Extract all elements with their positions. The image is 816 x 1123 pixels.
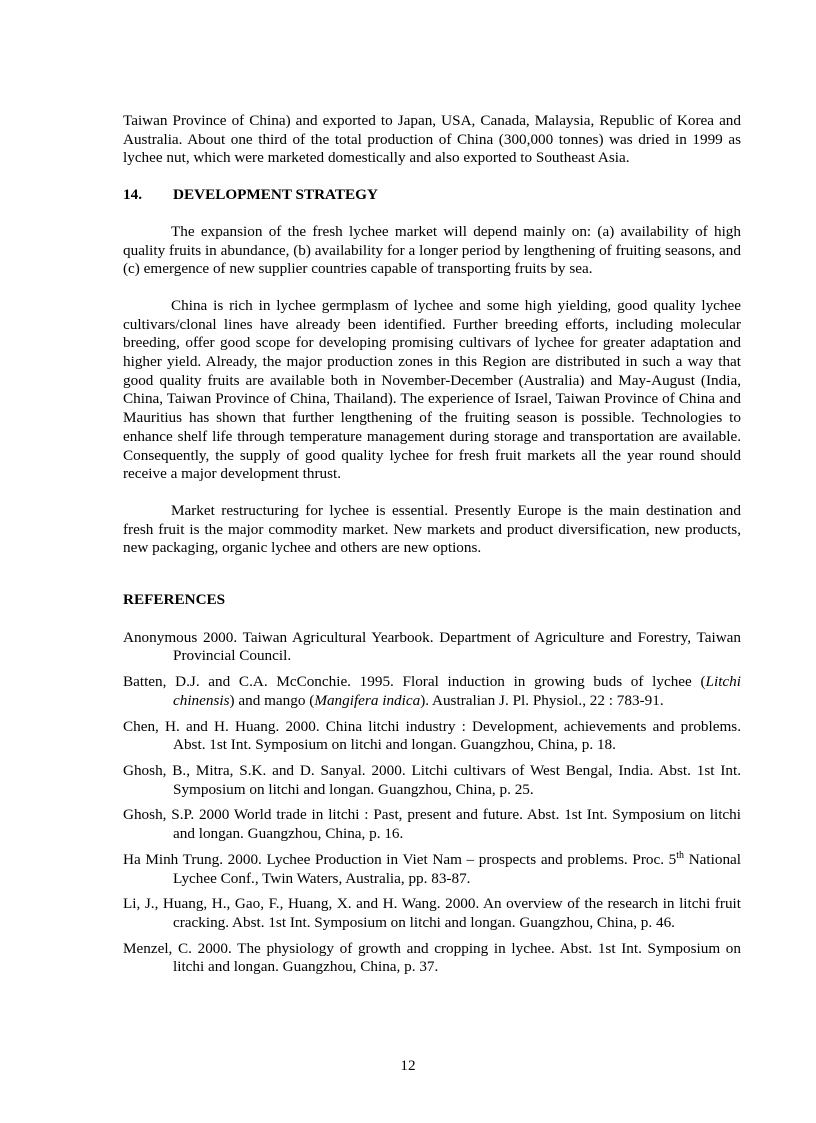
section-title: DEVELOPMENT STRATEGY — [173, 186, 378, 204]
reference-item: Ghosh, S.P. 2000 World trade in litchi : Past, present and future. Abst. 1st Int. Symposium on litchi and longan. Guangzhou, China, p. 16. — [123, 806, 741, 843]
reference-item: Chen, H. and H. Huang. 2000. China litchi industry : Development, achievements and problems. Abst. 1st Int. Symposium on litchi and longan. Guangzhou, China, p. 18. — [123, 717, 741, 754]
paragraph-germplasm: China is rich in lychee germplasm of lychee and some high yielding, good quality lychee cultivars/clonal lines have already been identified. Further breeding efforts, including molecular breeding, offer good scope for developing promising cultivars of lychee for greater adaptation and higher yield. Already, the major production zones in this Region are distributed in such a way that good quality fruits are available both in November-December (Australia) and May-August (India, China, Taiwan Province of China, Thailand). The experience of Israel, Taiwan Province of China and Mauritius has shown that further lengthening of the fruiting season is possible. Technologies to enhance shelf life through temperature management during storage and transportation are available. Consequently, the supply of good quality lychee for fresh fruit markets all the year round should receive a major development thrust. — [123, 296, 741, 483]
section-heading — [123, 186, 741, 205]
reference-item: Li, J., Huang, H., Gao, F., Huang, X. and H. Wang. 2000. An overview of the research in litchi fruit cracking. Abst. 1st Int. Symposium on litchi and longan. Guangzhou, China, p. 46. — [123, 895, 741, 931]
intro-paragraph: Taiwan Province of China) and exported to Japan, USA, Canada, Malaysia, Republic of Korea and Australia. About one third of the total production of China (300,000 tonnes) was dried in 1999 as lychee nut, which were marketed domestically and also exported to Southeast Asia. — [123, 112, 741, 167]
page-number: 12 — [400, 1057, 416, 1074]
reference-item: Ha Minh Trung. 2000. Lychee Production in Viet Nam – prospects and problems. Proc. 5th National Lychee Conf., Twin Waters, Australia, pp. 83-87. — [123, 849, 741, 887]
paragraph-market-restructuring: Market restructuring for lychee is essential. Presently Europe is the main destination and fresh fruit is the major commodity market. New markets and product diversification, new products, new packaging, organic lychee and others are new options. — [123, 501, 741, 557]
references-heading: REFERENCES — [123, 591, 226, 609]
reference-item: Batten, D.J. and C.A. McConchie. 1995. Floral induction in growing buds of lychee (Litchi chinensis) and mango (Mangifera indica). Australian J. Pl. Physiol., 22 : 783-91. — [123, 673, 741, 709]
section-number: 14. — [123, 186, 142, 204]
paragraph-market-expansion: The expansion of the fresh lychee market will depend mainly on: (a) availability of high quality fruits in abundance, (b) availability for a longer period by lengthening of fruiting seasons, and (c) emergence of new supplier countries capable of transporting fruits by sea. — [123, 222, 741, 278]
reference-item: Ghosh, B., Mitra, S.K. and D. Sanyal. 2000. Litchi cultivars of West Bengal, India. Abst. 1st Int. Symposium on litchi and longan. Guangzhou, China, p. 25. — [123, 761, 741, 798]
reference-item: Anonymous 2000. Taiwan Agricultural Yearbook. Department of Agriculture and Forestry, Taiwan Provincial Council. — [123, 628, 741, 665]
document-page — [123, 112, 741, 984]
reference-item: Menzel, C. 2000. The physiology of growth and cropping in lychee. Abst. 1st Int. Symposium on litchi and longan. Guangzhou, China, p. 37. — [123, 939, 741, 976]
